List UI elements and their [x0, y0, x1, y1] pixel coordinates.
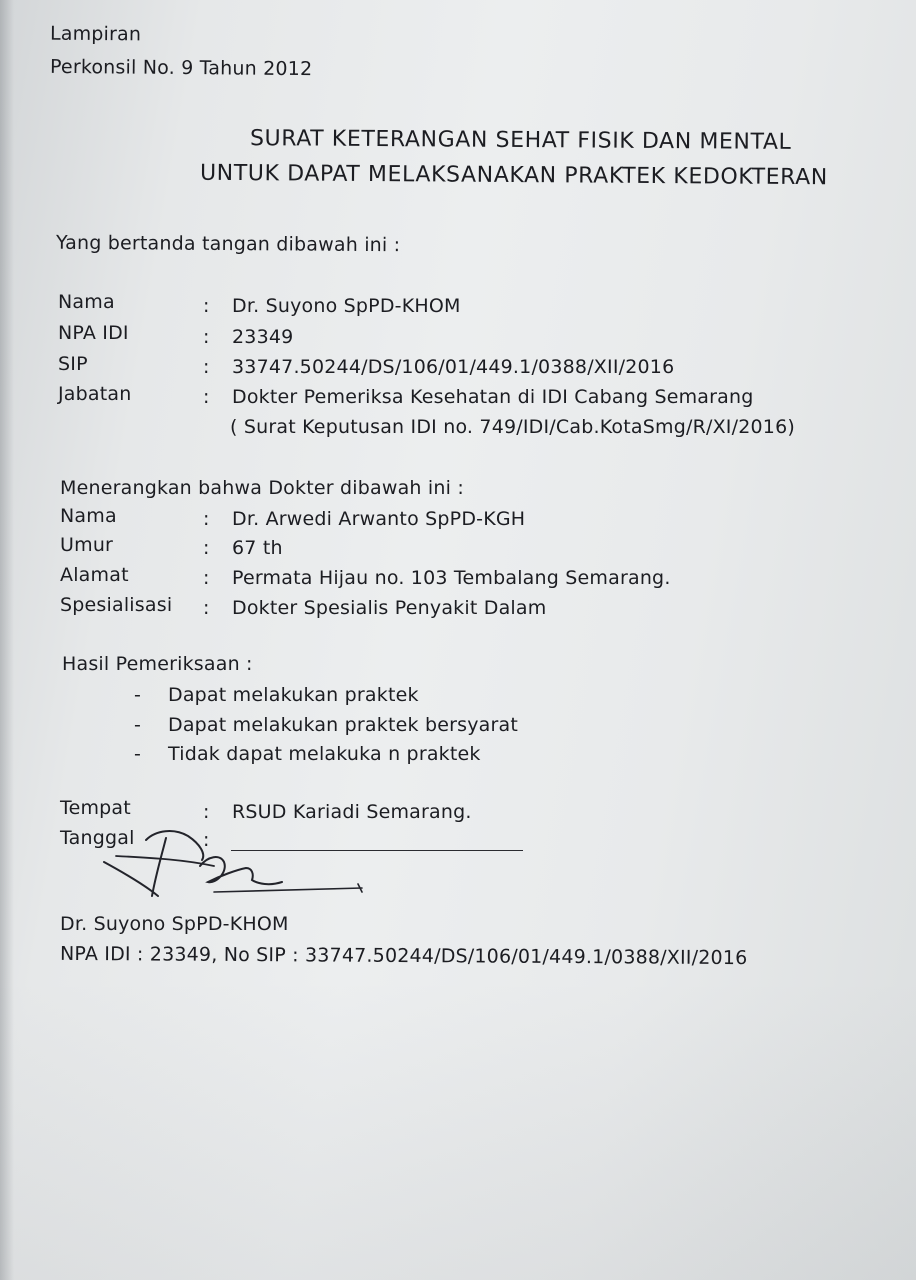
field-colon: :: [203, 801, 210, 823]
handwritten-signature: [96, 826, 376, 906]
results-heading: Hasil Pemeriksaan :: [62, 653, 253, 675]
field-colon: :: [203, 597, 210, 619]
page-shadow: [0, 980, 916, 1280]
intro-text: Yang bertanda tangan dibawah ini :: [55, 231, 401, 257]
field-colon: :: [203, 386, 210, 408]
place-value: RSUD Kariadi Semarang.: [232, 801, 472, 823]
place-label: Tempat: [60, 797, 131, 819]
page-edge-shadow: [0, 0, 14, 1280]
signer-sip-value: 33747.50244/DS/106/01/449.1/0388/XII/2016: [232, 356, 675, 378]
field-colon: :: [203, 508, 210, 530]
signer-npa-value: 23349: [232, 326, 294, 348]
statement-text: Menerangkan bahwa Dokter dibawah ini :: [60, 477, 464, 499]
signer-id-footer: NPA IDI : 23349, No SIP : 33747.50244/DS/106/01/449.1/0388/XII/2016: [59, 942, 748, 970]
doctor-name-value: Dr. Arwedi Arwanto SpPD-KGH: [232, 508, 526, 530]
date-label: Tanggal: [60, 827, 135, 849]
signer-name-label: Nama: [58, 291, 115, 313]
signer-name-footer: Dr. Suyono SpPD-KHOM: [60, 913, 289, 935]
field-colon: :: [203, 295, 210, 317]
signer-name-value: Dr. Suyono SpPD-KHOM: [232, 295, 461, 317]
doctor-address-label: Alamat: [60, 564, 129, 586]
signer-sip-label: SIP: [58, 353, 88, 375]
document-title-line-2: UNTUK DAPAT MELAKSANAKAN PRAKTEK KEDOKTERAN: [199, 160, 828, 191]
doctor-age-label: Umur: [60, 534, 114, 556]
document-title-line-1: SURAT KETERANGAN SEHAT FISIK DAN MENTAL: [249, 126, 792, 155]
doctor-address-value: Permata Hijau no. 103 Tembalang Semarang.: [232, 567, 671, 589]
field-colon: :: [203, 567, 210, 589]
signer-position-label: Jabatan: [58, 383, 132, 405]
doctor-age-value: 67 th: [232, 537, 283, 559]
doctor-name-label: Nama: [60, 505, 117, 527]
list-bullet: -: [134, 714, 141, 736]
result-option-2: Dapat melakukan praktek bersyarat: [168, 714, 518, 736]
signer-npa-label: NPA IDI: [58, 322, 129, 344]
result-option-3: Tidak dapat melakuka n praktek: [168, 743, 481, 765]
doctor-specialty-value: Dokter Spesialis Penyakit Dalam: [232, 597, 547, 619]
doctor-specialty-label: Spesialisasi: [60, 594, 173, 616]
signer-position-decree: ( Surat Keputusan IDI no. 749/IDI/Cab.KotaSmg/R/XI/2016): [230, 416, 795, 438]
field-colon: :: [203, 829, 210, 851]
list-bullet: -: [134, 743, 141, 765]
field-colon: :: [203, 356, 210, 378]
signer-position-value: Dokter Pemeriksa Kesehatan di IDI Cabang Semarang: [232, 386, 754, 408]
field-colon: :: [203, 326, 210, 348]
result-option-1: Dapat melakukan praktek: [168, 684, 419, 706]
field-colon: :: [203, 537, 210, 559]
list-bullet: -: [134, 684, 141, 706]
regulation-reference: Perkonsil No. 9 Tahun 2012: [49, 55, 313, 81]
attachment-label: Lampiran: [49, 22, 142, 46]
